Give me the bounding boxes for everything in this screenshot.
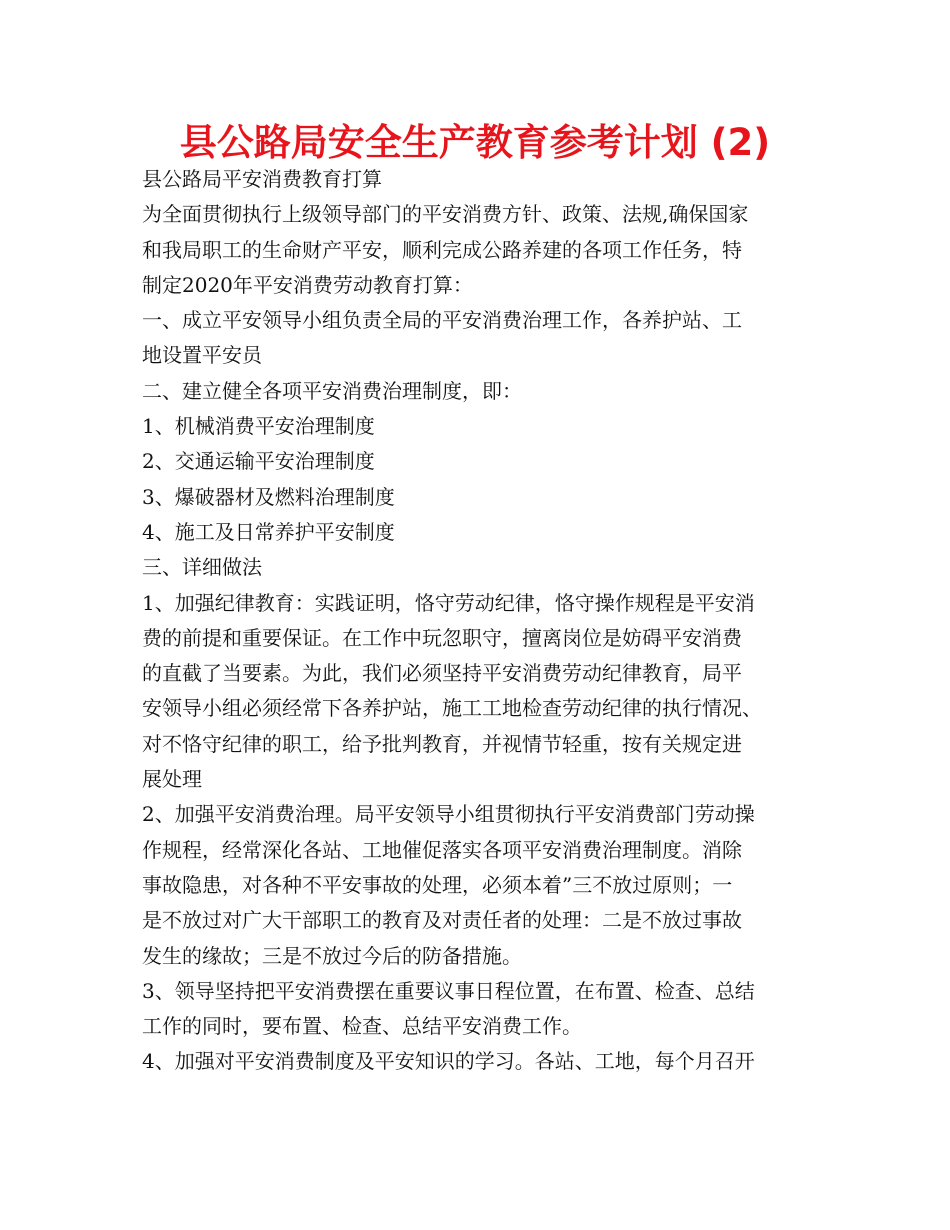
body-line: 二、建立健全各项平安消费治理制度，即： — [142, 378, 522, 403]
body-line: 安领导小组必须经常下各养护站，施工工地检查劳动纪律的执行情况、 — [142, 696, 762, 721]
body-line: 4、施工及日常养护平安制度 — [142, 519, 395, 544]
body-line: 的直截了当要素。为此，我们必须坚持平安消费劳动纪律教育，局平 — [142, 661, 742, 686]
body-line: 工作的同时，要布置、检查、总结平安消费工作。 — [142, 1014, 582, 1039]
body-line: 3、领导坚持把平安消费摆在重要议事日程位置，在布置、检查、总结 — [142, 978, 755, 1003]
body-line: 1、加强纪律教育：实践证明，恪守劳动纪律，恪守操作规程是平安消 — [142, 590, 755, 615]
body-line: 4、加强对平安消费制度及平安知识的学习。各站、工地，每个月召开 — [142, 1049, 755, 1074]
document-title: 县公路局安全生产教育参考计划 (2) — [179, 121, 771, 164]
body-line: 县公路局平安消费教育打算 — [142, 167, 382, 191]
body-line: 费的前提和重要保证。在工作中玩忽职守，擅离岗位是妨碍平安消费 — [142, 625, 742, 650]
body-line: 1、机械消费平安治理制度 — [142, 414, 375, 439]
body-line: 展处理 — [142, 767, 202, 792]
body-line: 为全面贯彻执行上级领导部门的平安消费方针、政策、法规,确保国家 — [142, 202, 749, 227]
body-line: 2、加强平安消费治理。局平安领导小组贯彻执行平安消费部门劳动操 — [142, 802, 755, 827]
body-line: 是不放过对广大干部职工的教育及对责任者的处理：二是不放过事故 — [142, 908, 742, 933]
body-line: 作规程，经常深化各站、工地催促落实各项平安消费治理制度。消除 — [142, 837, 742, 862]
body-line: 和我局职工的生命财产平安，顺利完成公路养建的各项工作任务，特 — [142, 237, 742, 262]
body-line: 发生的缘故；三是不放过今后的防备措施。 — [142, 943, 522, 968]
body-line: 3、爆破器材及燃料治理制度 — [142, 484, 395, 509]
body-line: 地设置平安员 — [142, 343, 262, 368]
body-line: 三、详细做法 — [142, 555, 262, 580]
body-line: 一、成立平安领导小组负责全局的平安消费治理工作，各养护站、工 — [142, 308, 742, 333]
body-line: 事故隐患，对各种不平安事故的处理，必须本着”三不放过原则；一 — [142, 872, 733, 897]
body-line: 制定2020年平安消费劳动教育打算： — [142, 272, 473, 297]
body-line: 对不恪守纪律的职工，给予批判教育，并视情节轻重，按有关规定进 — [142, 731, 742, 756]
document-body — [142, 162, 822, 1080]
body-line: 2、交通运输平安治理制度 — [142, 449, 375, 474]
